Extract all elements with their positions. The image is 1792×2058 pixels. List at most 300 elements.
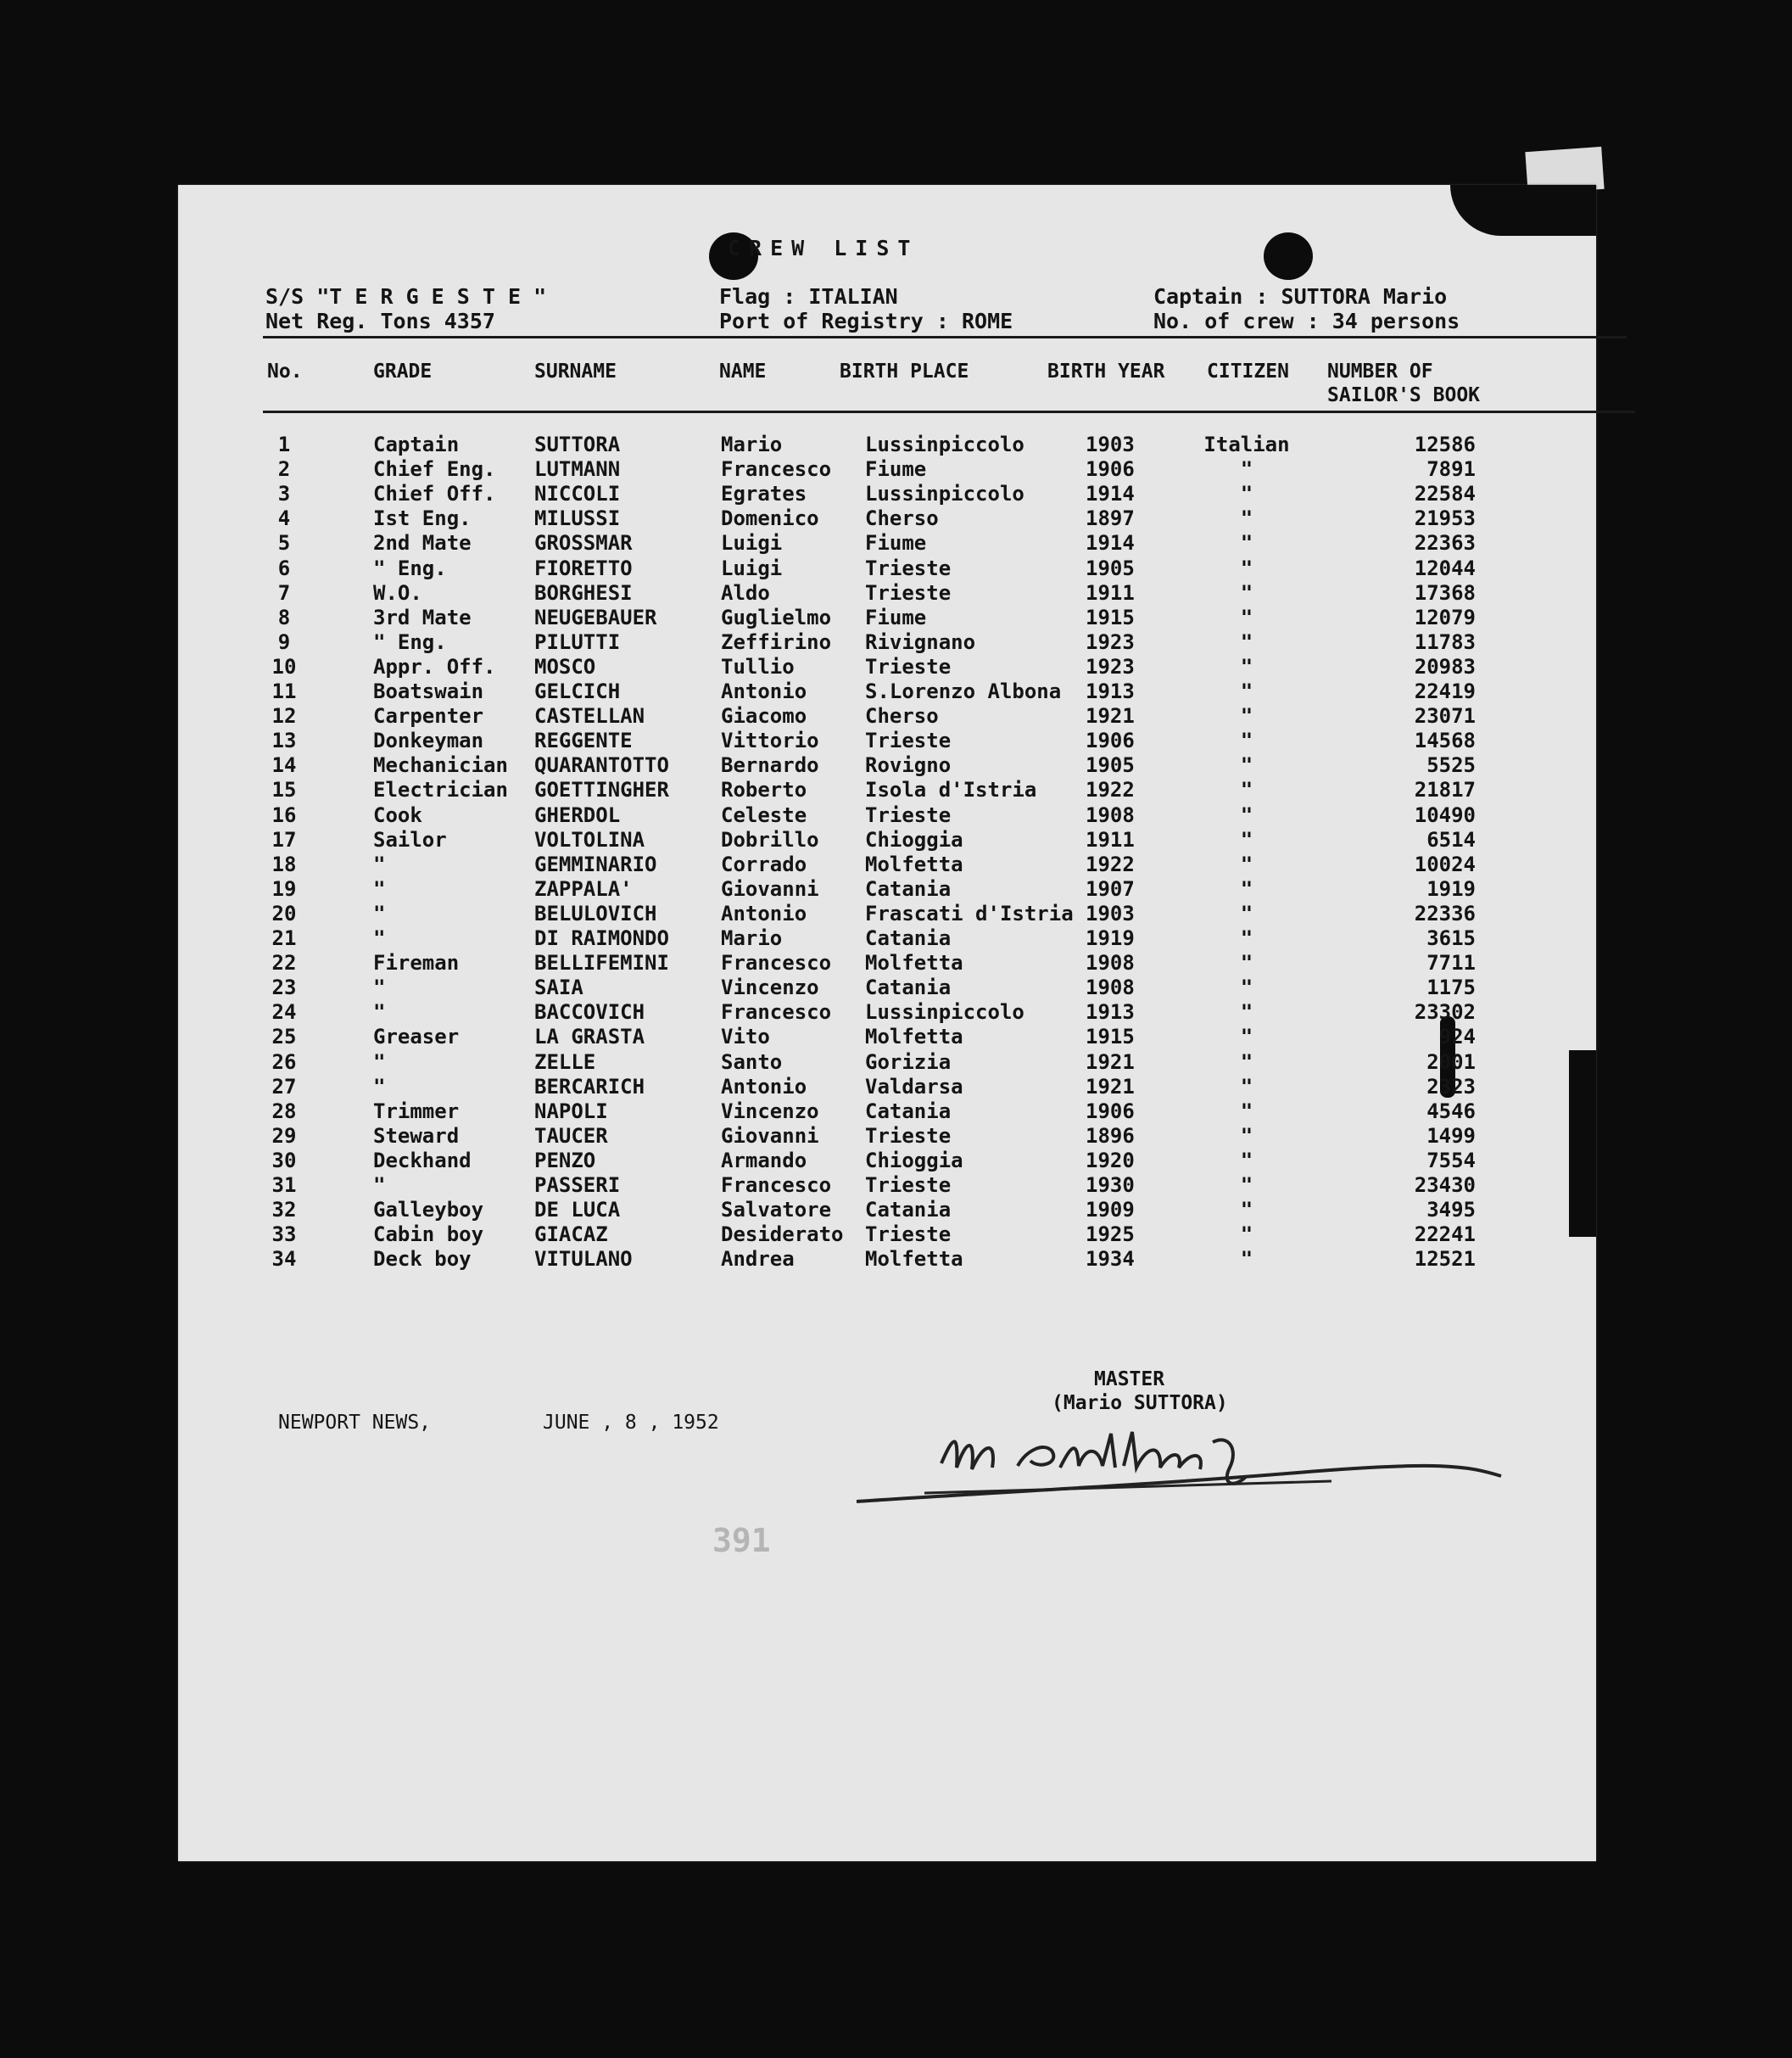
row-book-number: 7891 <box>1426 457 1476 482</box>
row-book-number: 12586 <box>1414 433 1476 456</box>
row-no: 13 <box>271 729 297 753</box>
row-no: 16 <box>271 803 297 827</box>
row-birth-year: 1920 <box>1086 1148 1135 1172</box>
row-no: 1 <box>277 433 291 456</box>
col-name: NAME <box>719 361 767 383</box>
row-book-number: 23071 <box>1414 704 1476 729</box>
row-no: 18 <box>271 852 297 876</box>
row-birth-place: Valdarsa <box>865 1074 963 1099</box>
row-birth-year: 1925 <box>1086 1222 1135 1247</box>
row-birth-year: 1906 <box>1086 1099 1135 1123</box>
col-no: No. <box>267 361 303 383</box>
row-citizen: " <box>1240 531 1253 556</box>
row-citizen: " <box>1240 1025 1253 1049</box>
row-surname: PILUTTI <box>534 629 621 654</box>
row-book-number: 3495 <box>1426 1198 1476 1222</box>
table-row <box>178 1149 1596 1173</box>
row-surname: GOETTINGHER <box>534 778 669 803</box>
row-birth-place: Lussinpiccolo <box>865 433 1024 456</box>
table-row <box>178 1000 1596 1025</box>
row-grade: Donkeyman <box>373 729 484 753</box>
table-row <box>178 1173 1596 1198</box>
table-row <box>178 951 1596 976</box>
row-birth-place: Molfetta <box>865 951 963 976</box>
row-birth-year: 1908 <box>1086 803 1135 827</box>
place: NEWPORT NEWS, <box>278 1412 432 1434</box>
table-row <box>178 902 1596 926</box>
table-row <box>178 482 1596 506</box>
row-birth-year: 1905 <box>1086 753 1135 778</box>
row-birth-place: Catania <box>865 876 952 901</box>
row-name: Andrea <box>721 1247 795 1272</box>
row-book-number: 6514 <box>1426 827 1476 852</box>
row-surname: MILUSSI <box>534 506 621 531</box>
row-citizen: " <box>1240 1074 1253 1099</box>
row-no: 29 <box>271 1123 297 1148</box>
row-birth-year: 1908 <box>1086 976 1135 1000</box>
row-birth-place: Trieste <box>865 1173 952 1197</box>
net-tonnage: Net Reg. Tons 4357 <box>265 309 495 333</box>
row-birth-year: 1903 <box>1086 901 1135 926</box>
table-row <box>178 679 1596 704</box>
row-name: Domenico <box>721 506 819 531</box>
col-birth-place: BIRTH PLACE <box>840 361 969 383</box>
row-no: 7 <box>277 580 291 605</box>
row-birth-place: Trieste <box>865 1123 952 1148</box>
row-book-number: 12521 <box>1414 1247 1476 1272</box>
row-grade: " <box>373 901 386 926</box>
row-grade: Electrician <box>373 778 508 803</box>
ship-name: S/S "T E R G E S T E " <box>265 284 547 309</box>
row-birth-year: 1921 <box>1086 1074 1135 1099</box>
row-name: Dobrillo <box>721 827 819 852</box>
row-book-number: 7711 <box>1426 951 1476 976</box>
row-birth-year: 1897 <box>1086 506 1135 531</box>
table-row <box>178 531 1596 556</box>
table-row <box>178 581 1596 606</box>
row-grade: " <box>373 1173 386 1197</box>
row-birth-year: 1906 <box>1086 729 1135 753</box>
row-surname: REGGENTE <box>534 729 633 753</box>
row-citizen: " <box>1240 1222 1253 1247</box>
table-row <box>178 1198 1596 1222</box>
row-surname: BELULOVICH <box>534 901 657 926</box>
row-citizen: " <box>1240 729 1253 753</box>
row-birth-year: 1913 <box>1086 1000 1135 1025</box>
row-surname: NEUGEBAUER <box>534 605 657 629</box>
row-grade: " Eng. <box>373 629 447 654</box>
row-birth-year: 1909 <box>1086 1198 1135 1222</box>
row-name: Bernardo <box>721 753 819 778</box>
row-citizen: " <box>1240 457 1253 482</box>
row-citizen: " <box>1240 506 1253 531</box>
torn-corner <box>1450 185 1596 236</box>
row-grade: Greaser <box>373 1025 460 1049</box>
row-surname: BORGHESI <box>534 580 633 605</box>
row-birth-year: 1911 <box>1086 827 1135 852</box>
row-citizen: " <box>1240 556 1253 580</box>
row-grade: Captain <box>373 433 460 456</box>
row-grade: Steward <box>373 1123 460 1148</box>
row-birth-year: 1921 <box>1086 1049 1135 1074</box>
row-surname: LUTMANN <box>534 457 621 482</box>
row-no: 22 <box>271 951 297 976</box>
row-birth-year: 1914 <box>1086 531 1135 556</box>
table-row <box>178 655 1596 679</box>
row-birth-place: Trieste <box>865 580 952 605</box>
row-surname: QUARANTOTTO <box>534 753 669 778</box>
row-no: 27 <box>271 1074 297 1099</box>
col-citizen: CITIZEN <box>1207 361 1289 383</box>
row-grade: Fireman <box>373 951 460 976</box>
row-birth-year: 1915 <box>1086 605 1135 629</box>
row-birth-place: Gorizia <box>865 1049 952 1074</box>
row-book-number: 14568 <box>1414 729 1476 753</box>
row-book-number: 1175 <box>1426 976 1476 1000</box>
row-no: 28 <box>271 1099 297 1123</box>
row-surname: VOLTOLINA <box>534 827 645 852</box>
row-name: Mario <box>721 926 783 950</box>
row-surname: SAIA <box>534 976 583 1000</box>
row-name: Vincenzo <box>721 1099 819 1123</box>
row-book-number: 21817 <box>1414 778 1476 803</box>
row-grade: Chief Eng. <box>373 457 496 482</box>
row-book-number: 5525 <box>1426 753 1476 778</box>
row-name: Francesco <box>721 1000 832 1025</box>
row-birth-place: S.Lorenzo Albona <box>865 679 1062 703</box>
row-name: Guglielmo <box>721 605 832 629</box>
row-birth-year: 1923 <box>1086 654 1135 679</box>
row-birth-place: Cherso <box>865 704 939 729</box>
row-birth-place: Trieste <box>865 729 952 753</box>
date: JUNE , 8 , 1952 <box>543 1412 719 1434</box>
row-citizen: Italian <box>1203 433 1290 456</box>
row-book-number: 1919 <box>1426 876 1476 901</box>
row-grade: W.O. <box>373 580 422 605</box>
table-row <box>178 1222 1596 1247</box>
row-birth-place: Trieste <box>865 654 952 679</box>
row-citizen: " <box>1240 1148 1253 1172</box>
row-book-number: 21953 <box>1414 506 1476 531</box>
master-signature <box>857 1417 1535 1518</box>
row-name: Vittorio <box>721 729 819 753</box>
row-birth-place: Trieste <box>865 803 952 827</box>
row-grade: 3rd Mate <box>373 605 472 629</box>
row-citizen: " <box>1240 629 1253 654</box>
row-surname: GEMMINARIO <box>534 852 657 876</box>
row-grade: " <box>373 1049 386 1074</box>
table-row <box>178 1025 1596 1049</box>
row-grade: Cook <box>373 803 422 827</box>
row-name: Aldo <box>721 580 770 605</box>
row-book-number: 10490 <box>1414 803 1476 827</box>
row-birth-place: Fiume <box>865 605 927 629</box>
row-birth-place: Chioggia <box>865 827 963 852</box>
row-citizen: " <box>1240 605 1253 629</box>
row-book-number: 12079 <box>1414 605 1476 629</box>
row-birth-year: 1905 <box>1086 556 1135 580</box>
row-name: Giovanni <box>721 1123 819 1148</box>
row-citizen: " <box>1240 852 1253 876</box>
row-book-number: 7554 <box>1426 1148 1476 1172</box>
row-no: 30 <box>271 1148 297 1172</box>
table-row <box>178 556 1596 581</box>
row-name: Vito <box>721 1025 770 1049</box>
row-name: Tullio <box>721 654 795 679</box>
row-citizen: " <box>1240 679 1253 703</box>
row-no: 24 <box>271 1000 297 1025</box>
row-birth-place: Catania <box>865 976 952 1000</box>
row-book-number: 22363 <box>1414 531 1476 556</box>
row-grade: Cabin boy <box>373 1222 484 1247</box>
col-surname: SURNAME <box>534 361 617 383</box>
table-row <box>178 630 1596 655</box>
row-grade: Deckhand <box>373 1148 472 1172</box>
row-birth-place: Cherso <box>865 506 939 531</box>
table-row <box>178 976 1596 1000</box>
row-book-number: 22241 <box>1414 1222 1476 1247</box>
row-birth-year: 1915 <box>1086 1025 1135 1049</box>
table-row <box>178 457 1596 482</box>
row-citizen: " <box>1240 704 1253 729</box>
row-name: Mario <box>721 433 783 456</box>
row-no: 5 <box>277 531 291 556</box>
table-row <box>178 1050 1596 1075</box>
row-birth-year: 1922 <box>1086 852 1135 876</box>
row-surname: GROSSMAR <box>534 531 633 556</box>
col-birth-year: BIRTH YEAR <box>1047 361 1165 383</box>
row-birth-place: Isola d'Istria <box>865 778 1037 803</box>
row-grade: " <box>373 852 386 876</box>
row-book-number: 2323 <box>1426 1074 1476 1099</box>
table-row <box>178 506 1596 531</box>
row-grade: " <box>373 1074 386 1099</box>
row-citizen: " <box>1240 901 1253 926</box>
row-citizen: " <box>1240 1099 1253 1123</box>
row-name: Antonio <box>721 901 807 926</box>
row-surname: CASTELLAN <box>534 704 645 729</box>
row-name: Francesco <box>721 457 832 482</box>
row-birth-year: 1906 <box>1086 457 1135 482</box>
row-name: Roberto <box>721 778 807 803</box>
row-birth-year: 1911 <box>1086 580 1135 605</box>
row-birth-place: Fiume <box>865 531 927 556</box>
table-row <box>178 1124 1596 1149</box>
row-surname: FIORETTO <box>534 556 633 580</box>
row-name: Zeffirino <box>721 629 832 654</box>
row-book-number: 12044 <box>1414 556 1476 580</box>
row-name: Vincenzo <box>721 976 819 1000</box>
row-citizen: " <box>1240 778 1253 803</box>
table-row <box>178 803 1596 828</box>
row-book-number: 3615 <box>1426 926 1476 950</box>
row-book-number: 20983 <box>1414 654 1476 679</box>
row-grade: Appr. Off. <box>373 654 496 679</box>
row-no: 14 <box>271 753 297 778</box>
row-surname: BERCARICH <box>534 1074 645 1099</box>
row-citizen: " <box>1240 482 1253 506</box>
row-grade: Mechanician <box>373 753 508 778</box>
row-surname: GELCICH <box>534 679 621 703</box>
row-no: 19 <box>271 876 297 901</box>
row-book-number: 10024 <box>1414 852 1476 876</box>
row-birth-place: Molfetta <box>865 1025 963 1049</box>
row-no: 25 <box>271 1025 297 1049</box>
row-name: Luigi <box>721 556 783 580</box>
header-rule <box>263 336 1627 338</box>
row-birth-year: 1908 <box>1086 951 1135 976</box>
row-birth-place: Trieste <box>865 1222 952 1247</box>
row-birth-place: Catania <box>865 926 952 950</box>
table-row <box>178 753 1596 778</box>
row-birth-place: Trieste <box>865 556 952 580</box>
row-surname: NAPOLI <box>534 1099 608 1123</box>
column-rule <box>263 411 1635 413</box>
row-grade: Trimmer <box>373 1099 460 1123</box>
port-of-registry: Port of Registry : ROME <box>719 309 1013 333</box>
row-grade: Galleyboy <box>373 1198 484 1222</box>
document-title: CREW LIST <box>728 236 919 260</box>
row-book-number: 4546 <box>1426 1099 1476 1123</box>
row-book-number: 17368 <box>1414 580 1476 605</box>
row-citizen: " <box>1240 1198 1253 1222</box>
row-birth-place: Rivignano <box>865 629 976 654</box>
row-grade: " <box>373 876 386 901</box>
row-surname: GHERDOL <box>534 803 621 827</box>
crew-list-page <box>178 185 1596 1861</box>
row-name: Corrado <box>721 852 807 876</box>
row-name: Celeste <box>721 803 807 827</box>
row-birth-year: 1914 <box>1086 482 1135 506</box>
row-book-number: 23430 <box>1414 1173 1476 1197</box>
row-no: 11 <box>271 679 297 703</box>
row-birth-place: Molfetta <box>865 852 963 876</box>
table-row <box>178 606 1596 630</box>
master-name: (Mario SUTTORA) <box>1052 1392 1228 1414</box>
page-number-stamp: 391 <box>712 1522 771 1559</box>
row-surname: PASSERI <box>534 1173 621 1197</box>
row-no: 2 <box>277 457 291 482</box>
row-book-number: 22419 <box>1414 679 1476 703</box>
row-surname: ZELLE <box>534 1049 596 1074</box>
row-no: 8 <box>277 605 291 629</box>
row-citizen: " <box>1240 1123 1253 1148</box>
row-book-number: 1499 <box>1426 1123 1476 1148</box>
row-book-number: 23302 <box>1414 1000 1476 1025</box>
row-citizen: " <box>1240 876 1253 901</box>
row-surname: TAUCER <box>534 1123 608 1148</box>
row-citizen: " <box>1240 1173 1253 1197</box>
row-birth-place: Lussinpiccolo <box>865 1000 1024 1025</box>
row-grade: Chief Off. <box>373 482 496 506</box>
row-no: 12 <box>271 704 297 729</box>
row-citizen: " <box>1240 926 1253 950</box>
row-birth-year: 1913 <box>1086 679 1135 703</box>
row-grade: Sailor <box>373 827 447 852</box>
table-row <box>178 704 1596 729</box>
table-row <box>178 828 1596 853</box>
row-birth-place: Molfetta <box>865 1247 963 1272</box>
row-birth-year: 1907 <box>1086 876 1135 901</box>
row-birth-year: 1930 <box>1086 1173 1135 1197</box>
row-birth-place: Fiume <box>865 457 927 482</box>
row-name: Santo <box>721 1049 783 1074</box>
row-birth-place: Rovigno <box>865 753 952 778</box>
row-book-number: 11783 <box>1414 629 1476 654</box>
col-book-2: SAILOR'S BOOK <box>1327 384 1481 406</box>
row-birth-place: Frascati d'Istria <box>865 901 1074 926</box>
row-citizen: " <box>1240 753 1253 778</box>
row-birth-year: 1919 <box>1086 926 1135 950</box>
row-no: 34 <box>271 1247 297 1272</box>
master-title: MASTER <box>1094 1368 1165 1390</box>
row-citizen: " <box>1240 1247 1253 1272</box>
row-no: 15 <box>271 778 297 803</box>
row-birth-year: 1896 <box>1086 1123 1135 1148</box>
row-surname: BELLIFEMINI <box>534 951 669 976</box>
row-birth-place: Catania <box>865 1099 952 1123</box>
row-surname: MOSCO <box>534 654 596 679</box>
row-no: 4 <box>277 506 291 531</box>
row-surname: LA GRASTA <box>534 1025 645 1049</box>
row-grade: " <box>373 926 386 950</box>
row-name: Antonio <box>721 679 807 703</box>
col-book-1: NUMBER OF <box>1327 361 1433 383</box>
row-surname: BACCOVICH <box>534 1000 645 1025</box>
row-grade: Carpenter <box>373 704 484 729</box>
row-name: Francesco <box>721 1173 832 1197</box>
row-citizen: " <box>1240 976 1253 1000</box>
row-name: Armando <box>721 1148 807 1172</box>
row-citizen: " <box>1240 951 1253 976</box>
row-birth-year: 1934 <box>1086 1247 1135 1272</box>
row-grade: " Eng. <box>373 556 447 580</box>
table-row <box>178 729 1596 753</box>
row-name: Giacomo <box>721 704 807 729</box>
row-grade: " <box>373 1000 386 1025</box>
punch-hole <box>1264 232 1313 280</box>
row-book-number: 924 <box>1438 1025 1476 1049</box>
table-row <box>178 853 1596 877</box>
row-no: 26 <box>271 1049 297 1074</box>
row-grade: 2nd Mate <box>373 531 472 556</box>
row-book-number: 2001 <box>1426 1049 1476 1074</box>
row-no: 17 <box>271 827 297 852</box>
row-name: Luigi <box>721 531 783 556</box>
row-birth-year: 1921 <box>1086 704 1135 729</box>
row-birth-place: Lussinpiccolo <box>865 482 1024 506</box>
row-surname: ZAPPALA' <box>534 876 633 901</box>
row-surname: DE LUCA <box>534 1198 621 1222</box>
table-row <box>178 1099 1596 1124</box>
row-birth-place: Catania <box>865 1198 952 1222</box>
row-book-number: 22584 <box>1414 482 1476 506</box>
table-row <box>178 1075 1596 1099</box>
row-name: Antonio <box>721 1074 807 1099</box>
row-no: 3 <box>277 482 291 506</box>
row-surname: PENZO <box>534 1148 596 1172</box>
table-row <box>178 877 1596 902</box>
row-no: 20 <box>271 901 297 926</box>
row-birth-year: 1903 <box>1086 433 1135 456</box>
row-no: 33 <box>271 1222 297 1247</box>
row-no: 6 <box>277 556 291 580</box>
table-row <box>178 778 1596 803</box>
row-citizen: " <box>1240 1049 1253 1074</box>
row-surname: GIACAZ <box>534 1222 608 1247</box>
table-row <box>178 926 1596 951</box>
row-surname: SUTTORA <box>534 433 621 456</box>
